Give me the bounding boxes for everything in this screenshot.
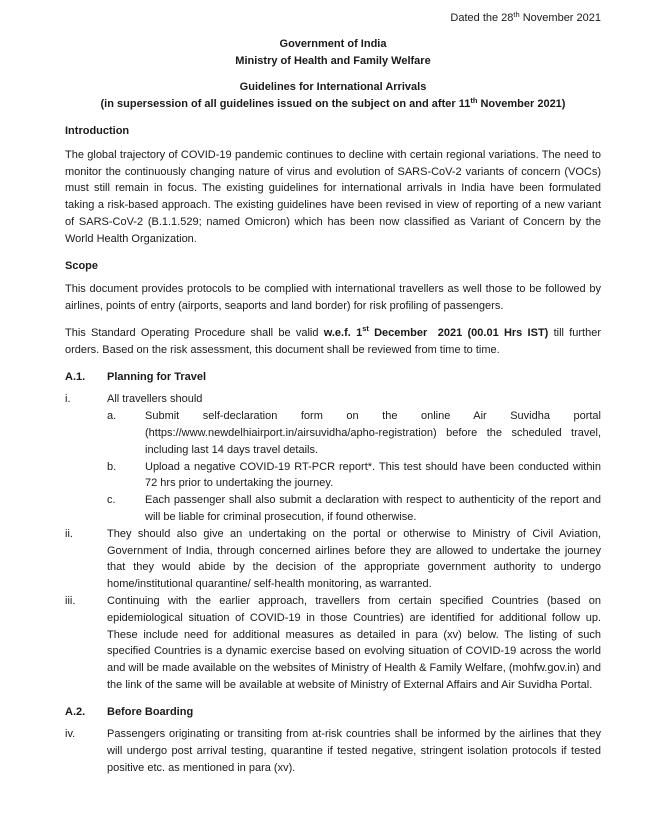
subtitle-superscript: th (470, 95, 478, 105)
date-superscript: th (513, 9, 520, 19)
air-suvidha-url: (https://www.newdelhiairport.in/airsuvidha/apho-registration) (145, 426, 437, 439)
government-of-india-line: Government of India (279, 37, 387, 50)
list-item-iii-text: Continuing with the earlier approach, travellers from certain specified Countries (based on epidemiological situation of COVID-19 in those Countries) are identified for additional follow up. These include need for additional measures as detailed in para (xv) below. The listing of such specified Countries is a dynamic exercise based on evolving situation of COVID-19 across the world and will be made available on the websites of Ministry of Health & Family Welfare, (mohfw.gov.in) and the link of the same will be available at website of Ministry of External Affairs and Air Suvidha Portal. (107, 594, 601, 691)
list-item-iii (65, 593, 601, 694)
list-item-ii-text: They should also give an undertaking on the portal or otherwise to Ministry of Civil Aviation, Government of India, through concerned airlines before they are allowed to undertake the journey that they would abide by the decision of the appropriate government authority to undergo home/institutional quarantine/ self-health monitoring, as warranted. (107, 527, 601, 591)
list-subitem-a-label: a. (107, 410, 117, 423)
list-item-iv (65, 726, 601, 776)
subitem-a-pre: Submit self-declaration form on the online Air Suvidha portal (145, 410, 601, 423)
list-item-i (65, 391, 601, 525)
list-subitem-a-text (145, 408, 601, 458)
date-prefix: Dated the 28 (450, 12, 514, 24)
subtitle-prefix: (in supersession of all guidelines issued on the subject on and after 11 (100, 98, 471, 111)
date-suffix: November 2021 (519, 12, 601, 24)
scope-heading: Scope (65, 259, 99, 272)
list-subitem-c (107, 492, 601, 526)
list-item-i-text: All travellers should (107, 393, 203, 406)
subitem-a-post: before the scheduled travel, including last 14 days travel details. (145, 426, 601, 456)
section-a1-label: A.1. (65, 370, 86, 383)
list-item-i-label: i. (65, 393, 71, 406)
section-a1-title: Planning for Travel (107, 370, 207, 383)
document-subtitle (65, 96, 601, 113)
introduction-paragraph: The global trajectory of COVID-19 pandemic continues to decline with certain regional variations. The need to monitor the continuously changing nature of virus and evolution of SARS-CoV-2 variants of concern (VOCs) must still remain in focus. The existing guidelines for international arrivals in India have been formulated taking a risk-based approach. The existing guidelines have been revised in view of reporting of a new variant of SARS-CoV-2 (B.1.1.529; named Omicron) which has been now classified as Variant of Concern by the World Health Organization. (65, 148, 601, 245)
list-subitem-b-label: b. (107, 460, 117, 473)
list-subitem-c-text: Each passenger shall also submit a declaration with respect to authenticity of the report and will be liable for criminal prosecution, if found otherwise. (145, 494, 601, 523)
list-item-iv-label: iv. (65, 728, 76, 741)
list-subitem-a (107, 408, 601, 458)
subtitle-suffix: November 2021) (477, 98, 566, 111)
list-item-iii-label: iii. (65, 594, 76, 607)
scope-p2-bold (323, 324, 549, 339)
scope-p2-bold-end: December 2021 (00.01 Hrs IST) (368, 326, 549, 339)
introduction-heading: Introduction (65, 124, 130, 137)
list-subitem-c-label: c. (107, 494, 116, 507)
date-line (65, 10, 601, 27)
document-title: Guidelines for International Arrivals (239, 81, 427, 94)
list-item-i-body (107, 391, 601, 525)
section-a2-heading (65, 704, 601, 721)
list-item-ii-label: ii. (65, 527, 73, 540)
section-a2-title: Before Boarding (107, 705, 194, 718)
section-a1-heading (65, 369, 601, 386)
scope-paragraph-1: This document provides protocols to be complied with international travellers as well those to be followed by airlines, points of entry (airports, seaports and land border) for risk profiling of passengers. (65, 283, 601, 313)
list-item-ii (65, 526, 601, 593)
ministry-line: Ministry of Health and Family Welfare (235, 54, 431, 67)
scope-p2-superscript: st (362, 324, 369, 334)
section-a2-label: A.2. (65, 705, 86, 718)
scope-p2-post: till further orders. Based on the risk assessment, this document shall be reviewed from time to time. (65, 326, 602, 356)
list-subitem-b-text: Upload a negative COVID-19 RT-PCR report*. This test should have been conducted within 72 hrs prior to undertaking the journey. (145, 460, 601, 490)
scope-paragraph-2 (65, 325, 601, 359)
list-item-iv-text: Passengers originating or transiting from at-risk countries shall be informed by the airlines that they will undergo post arrival testing, quarantine if tested negative, stringent isolation protocols if tested positive etc. as mentioned in para (xv). (107, 728, 601, 775)
scope-p2-bold-start: w.e.f. 1 (323, 326, 363, 339)
list-subitem-b (107, 459, 601, 493)
scope-p2-pre: This Standard Operating Procedure shall be valid (65, 326, 324, 339)
